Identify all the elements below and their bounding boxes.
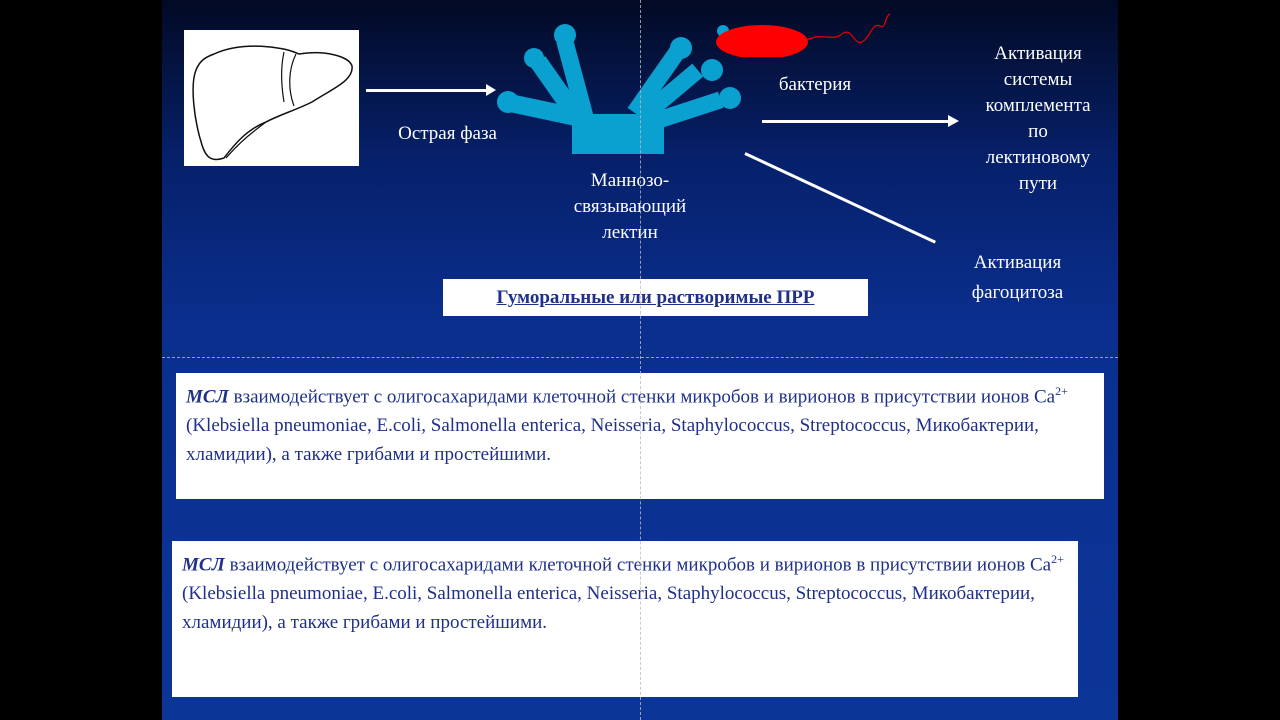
lectin-molecule-icon <box>490 18 750 158</box>
arrow-liver-to-lectin <box>366 89 488 92</box>
box-text: взаимодействует с олигосахаридами клеточной стенки микробов и вирионов в присутствии ионов Ca <box>228 386 1056 408</box>
lectin-label <box>550 168 710 246</box>
acute-phase-label: Острая фаза <box>398 123 497 144</box>
lectin-label-line: Маннозо- <box>590 170 670 191</box>
label-line: системы <box>1003 69 1073 90</box>
label-line: Активация <box>994 43 1082 64</box>
abbr-bold: МСЛ <box>182 554 225 576</box>
complement-label <box>968 41 1108 197</box>
box-text: (Klebsiella pneumoniae, E.coli, Salmonella enterica, Neisseria, Staphylococcus, Streptococcus, Микобактерии, хламидии), а также грибами и простейшими. <box>186 415 1039 466</box>
heading: Гуморальные или растворимые ПРР <box>496 287 815 308</box>
guide-line-horizontal <box>162 357 1118 358</box>
label-line: лектиновому <box>985 147 1091 168</box>
bacterium-icon <box>712 12 897 57</box>
box-text: взаимодействует с олигосахаридами клеточной стенки микробов и вирионов в присутствии ионов Ca <box>224 554 1052 576</box>
lectin-label-line: связывающий <box>573 196 687 217</box>
box-text: (Klebsiella pneumoniae, E.coli, Salmonella enterica, Neisseria, Staphylococcus, Streptococcus, Микобактерии, хламидии), а также грибами и простейшими. <box>182 583 1035 634</box>
info-box-2 <box>172 541 1078 697</box>
superscript: 2+ <box>1055 384 1068 398</box>
bacterium-label: бактерия <box>778 74 852 95</box>
arrow-head <box>948 115 959 127</box>
label-line: комплемента <box>985 95 1091 116</box>
liver-icon <box>184 30 359 166</box>
superscript: 2+ <box>1051 552 1064 566</box>
guide-line-vertical <box>640 0 641 720</box>
phagocytosis-label <box>955 248 1080 308</box>
label-line: фагоцитоза <box>971 282 1064 303</box>
label-line: Активация <box>973 252 1062 273</box>
heading-box <box>443 279 868 316</box>
label-line: пути <box>1018 173 1058 194</box>
label-line: по <box>1028 121 1048 142</box>
lectin-label-line: лектин <box>602 222 658 243</box>
abbr-bold: МСЛ <box>186 386 229 408</box>
liver-image <box>184 30 359 166</box>
arrow-to-complement <box>762 120 950 123</box>
